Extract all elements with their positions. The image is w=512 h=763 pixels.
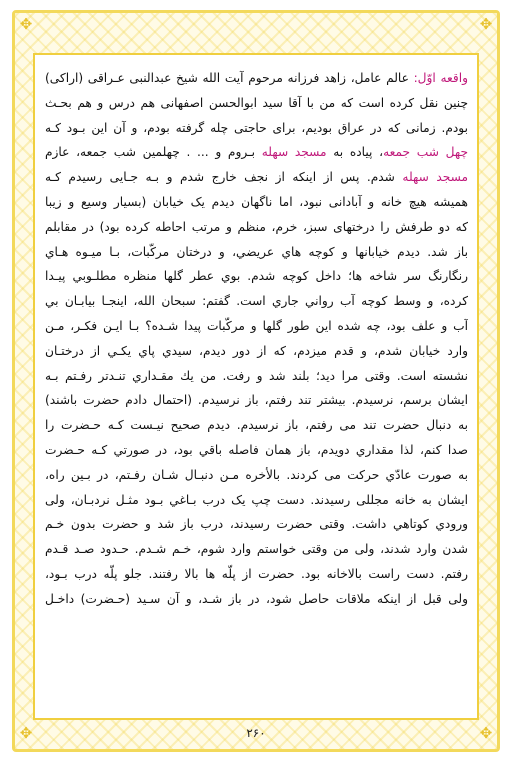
text-line: همیشه هیچ خانه و آبادانی نبود، اما ناگهان دیدم یک خیابان (بسیار وسیع و زیبا <box>45 194 468 209</box>
text-line: ایشان به خانه مجللی رسیدند. دست چپ یک درب بـاغي بـود مثـل نردبـان، ولی <box>45 492 468 507</box>
corner-ornament-icon: ✥ <box>19 15 33 33</box>
text-line: ایشان برسم، نرسیدم. بیشتر تند رفتم، باز نرسیدم. (احتمال دادم حضرت باشند) <box>45 393 468 408</box>
text-line: شدن وارد شدند، ولی من وقتی خواستم وارد شوم، خـم شـدم. حـدود صـد قـدم <box>45 542 468 557</box>
text-line: نشسته است. وقتی مرا دید؛ بلند شد و رفت. من یك مقـداري تنـدتر رفـتم بـه <box>45 368 468 383</box>
text-line: چهل شب جمعه، پیاده به مسجد سهله بـروم و ... . چهلمین شب جمعه، عازم <box>45 145 468 160</box>
corner-ornament-icon: ✥ <box>479 15 493 33</box>
text-line: باز شد. دیدم خیابانها و کوچه هاي عریضي، و درختان مرکّبات، بـا میـوه هـاي <box>45 244 468 259</box>
body-text <box>45 66 468 612</box>
text-line: ولی قبل از اینکه ملاقات حاصل شود، در باز شـد، و آن سـید (حـضرت) داخـل <box>45 591 468 606</box>
text-line: به صورت عادّي حرکت می کردند. بالأخره مـن دنبـال شـان رفـتم، در بـین راه، <box>45 467 468 482</box>
text-line: ورودي کوتاهي داشت. وقتی حضرت رسیدند، درب باز شد و حضرت بدون خـم <box>45 517 468 532</box>
text-line: صدا کنم، لذا مقداري دویدم، باز همان فاصله باقي بود، در صورتي کـه حـضرت <box>45 442 468 457</box>
text-line: که دو طرفش را درختهای سبز، خرم، منظم و مرتب احاطه کرده بود) در مقابلم <box>45 219 468 234</box>
text-line: چنین نقل کرده است که من با آقا سید ابوالحسن اصفهانی هم درس و هم بحـث <box>45 95 468 110</box>
text-line: به دنبال حضرت تند می رفتم، باز نرسیدم. دیدم صحیح نیـست کـه حـضرت را <box>45 418 468 433</box>
text-line: بودم. زمانی که در عراق بودیم، برای حاجتی چله گرفته بودم، و آن این بـود کـه <box>45 120 468 135</box>
corner-ornament-icon: ✥ <box>19 724 33 742</box>
text-line: کرده، و وسط کوچه آب رواني جاري است. گفتم: سبحان الله، اینجـا بیابـان بي <box>45 294 468 309</box>
highlight-term: مسجد سهله <box>402 170 468 185</box>
page-number: ۲۶۰ <box>246 726 266 740</box>
text-line: رفتم. دست راست بالاخانه بود. حضرت از پلّه ها بالا رفتند. جلو پلّه درب بـود، <box>45 566 468 581</box>
text-line: واقعه اوّل: عالم عامل، زاهد فرزانه مرحوم آیت الله شیخ عبدالنبی عـراقی (اراکی) <box>45 71 468 85</box>
highlight-term: مسجد سهله <box>261 145 327 160</box>
text-line: وارد خیابان شدم، و قدم میزدم، که از دور دیدم، سیدي پاي یکـي از درختـان <box>45 343 468 358</box>
text-line: آب و علف بود، چه شده این طور گلها و مرکّبات پیدا شـده؟ بـا ایـن فکـر، مـن <box>45 318 468 333</box>
section-title: واقعه اوّل: <box>413 71 468 85</box>
corner-ornament-icon: ✥ <box>479 724 493 742</box>
text-line: مسجد سهله شدم. پس از اینکه از نجف خارج شدم و بـه جـایی رسیدم کـه <box>45 170 468 185</box>
highlight-term: چهل شب جمعه <box>383 145 468 160</box>
text-line: رنگارنگ سر شاخه ها؛ داخل کوچه شدم. بوي عطر گلها منظره مطلـوبي پیـدا <box>45 269 468 284</box>
